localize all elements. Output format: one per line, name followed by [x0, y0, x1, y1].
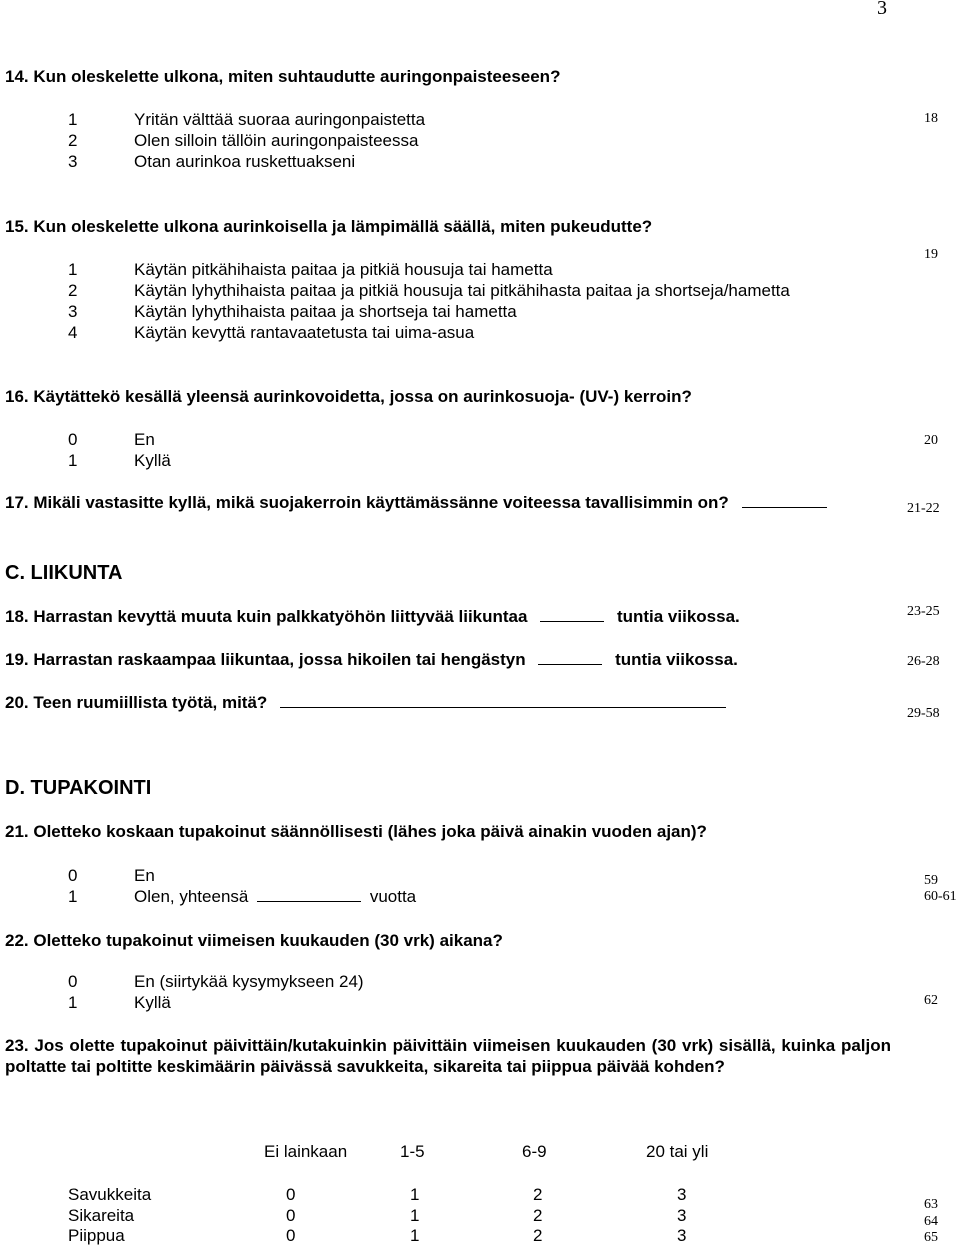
q22-code: 62 [924, 993, 938, 1008]
option-number: 2 [68, 131, 78, 150]
q14-option-1[interactable] [68, 110, 425, 130]
option-label: En (siirtykää kysymykseen 24) [134, 972, 364, 991]
option-number: 3 [68, 152, 78, 171]
page-number: 3 [877, 0, 887, 19]
q18-unit: tuntia viikossa. [616, 607, 740, 626]
option-number: 4 [68, 323, 78, 342]
q15-option-4[interactable] [68, 323, 474, 343]
question-20-title: 20. Teen ruumiillista työtä, mitä? [5, 693, 268, 712]
q21-years-field[interactable] [257, 887, 361, 902]
option-number: 1 [68, 887, 78, 906]
table-cell[interactable]: 2 [533, 1226, 543, 1245]
question-16-title: 16. Käytättekö kesällä yleensä aurinkovoidetta, jossa on aurinkosuoja- (UV-) kerroin? [5, 387, 692, 406]
q18-hours-field[interactable] [540, 607, 604, 622]
option-label: Olen, yhteensä [134, 887, 249, 906]
table-cell[interactable]: 1 [410, 1226, 420, 1245]
option-number: 0 [68, 972, 78, 991]
q14-option-2[interactable] [68, 131, 418, 151]
question-17-title: 17. Mikäli vastasitte kyllä, mikä suojakerroin käyttämässänne voiteessa tavallisimmin on? [5, 493, 729, 512]
q20-answer-field[interactable] [280, 693, 726, 708]
question-14-title: 14. Kun oleskelette ulkona, miten suhtaudutte auringonpaisteeseen? [5, 67, 561, 86]
q15-option-3[interactable] [68, 302, 517, 322]
option-number: 1 [68, 451, 78, 470]
option-label: Kyllä [134, 993, 171, 1012]
option-number: 0 [68, 866, 78, 885]
column-header-20-tai-yli: 20 tai yli [646, 1142, 709, 1161]
q22-option-1[interactable] [68, 993, 171, 1013]
q23-code-sikareita: 64 [924, 1214, 938, 1229]
option-label: En [134, 430, 155, 449]
q21-code-1: 60-61 [924, 889, 957, 904]
q15-option-2[interactable] [68, 281, 790, 301]
q21-option-1[interactable] [68, 887, 416, 907]
option-number: 1 [68, 110, 78, 129]
q19-code: 26-28 [907, 654, 940, 669]
option-number: 2 [68, 281, 78, 300]
question-18 [5, 607, 740, 627]
option-number: 3 [68, 302, 78, 321]
option-number: 0 [68, 430, 78, 449]
row-label-savukkeita: Savukkeita [68, 1185, 152, 1204]
question-21-title: 21. Oletteko koskaan tupakoinut säännöllisesti (lähes joka päivä ainakin vuoden ajan)? [5, 822, 707, 841]
option-label: Olen silloin tällöin auringonpaisteessa [134, 131, 419, 150]
option-label: En [134, 866, 155, 885]
q18-code: 23-25 [907, 604, 940, 619]
table-cell[interactable]: 0 [286, 1185, 296, 1204]
q23-code-savukkeita: 63 [924, 1197, 938, 1212]
q16-option-0[interactable] [68, 430, 155, 450]
q19-text: 19. Harrastan raskaampaa liikuntaa, jossa hikoilen tai hengästyn [5, 650, 526, 669]
table-cell[interactable]: 3 [677, 1206, 687, 1225]
table-cell[interactable]: 2 [533, 1206, 543, 1225]
row-label-sikareita: Sikareita [68, 1206, 135, 1225]
table-cell[interactable]: 3 [677, 1185, 687, 1204]
table-cell[interactable]: 2 [533, 1185, 543, 1204]
q17-answer-field[interactable] [742, 493, 827, 508]
q21-option-0[interactable] [68, 866, 155, 886]
question-19 [5, 650, 738, 670]
question-22-title: 22. Oletteko tupakoinut viimeisen kuukauden (30 vrk) aikana? [5, 931, 503, 950]
table-cell[interactable]: 0 [286, 1226, 296, 1245]
q19-unit: tuntia viikossa. [615, 650, 738, 669]
option-number: 1 [68, 260, 78, 279]
option-label: Otan aurinkoa ruskettuakseni [134, 152, 356, 171]
column-header-6-9: 6-9 [522, 1142, 547, 1161]
q16-code: 20 [924, 433, 938, 448]
option-label: Käytän lyhythihaista paitaa ja pitkiä housuja tai pitkähihasta paitaa ja shortseja/hametta [134, 281, 790, 300]
option-label: Käytän kevyttä rantavaatetusta tai uima-asua [134, 323, 475, 342]
option-number: 1 [68, 993, 78, 1012]
q15-code: 19 [924, 247, 938, 262]
question-17 [5, 493, 827, 513]
question-15-title: 15. Kun oleskelette ulkona aurinkoisella ja lämpimällä säällä, miten pukeudutte? [5, 217, 653, 236]
q18-text: 18. Harrastan kevyttä muuta kuin palkkatyöhön liittyvää liikuntaa [5, 607, 528, 626]
q20-code: 29-58 [907, 706, 940, 721]
q21-years-unit: vuotta [369, 887, 417, 906]
option-label: Käytän pitkähihaista paitaa ja pitkiä housuja tai hametta [134, 260, 553, 279]
section-c-heading: C. LIIKUNTA [5, 562, 123, 584]
q14-code: 18 [924, 111, 938, 126]
question-23-title: 23. Jos olette tupakoinut päivittäin/kutakuinkin päivittäin viimeisen kuukauden (30 vrk) sisällä, kuinka paljon poltatte tai poltitte keskimäärin päivässä savukkeita, sikareita tai piippua päivää kohden? [5, 1036, 891, 1076]
q21-code-0: 59 [924, 873, 938, 888]
column-header-ei-lainkaan: Ei lainkaan [264, 1142, 348, 1161]
option-label: Käytän lyhythihaista paitaa ja shortseja tai hametta [134, 302, 517, 321]
q17-code: 21-22 [907, 501, 940, 516]
table-cell[interactable]: 1 [410, 1185, 420, 1204]
q15-option-1[interactable] [68, 260, 553, 280]
table-cell[interactable]: 3 [677, 1226, 687, 1245]
option-label: Yritän välttää suoraa auringonpaistetta [134, 110, 426, 129]
q22-option-0[interactable] [68, 972, 364, 992]
option-label: Kyllä [134, 451, 171, 470]
row-label-piippua: Piippua [68, 1226, 125, 1245]
q16-option-1[interactable] [68, 451, 171, 471]
q23-code-piippua: 65 [924, 1230, 938, 1245]
q19-hours-field[interactable] [538, 650, 602, 665]
column-header-1-5: 1-5 [400, 1142, 425, 1161]
section-d-heading: D. TUPAKOINTI [5, 777, 152, 799]
q14-option-3[interactable] [68, 152, 355, 172]
table-cell[interactable]: 0 [286, 1206, 296, 1225]
table-cell[interactable]: 1 [410, 1206, 420, 1225]
question-20 [5, 693, 726, 713]
